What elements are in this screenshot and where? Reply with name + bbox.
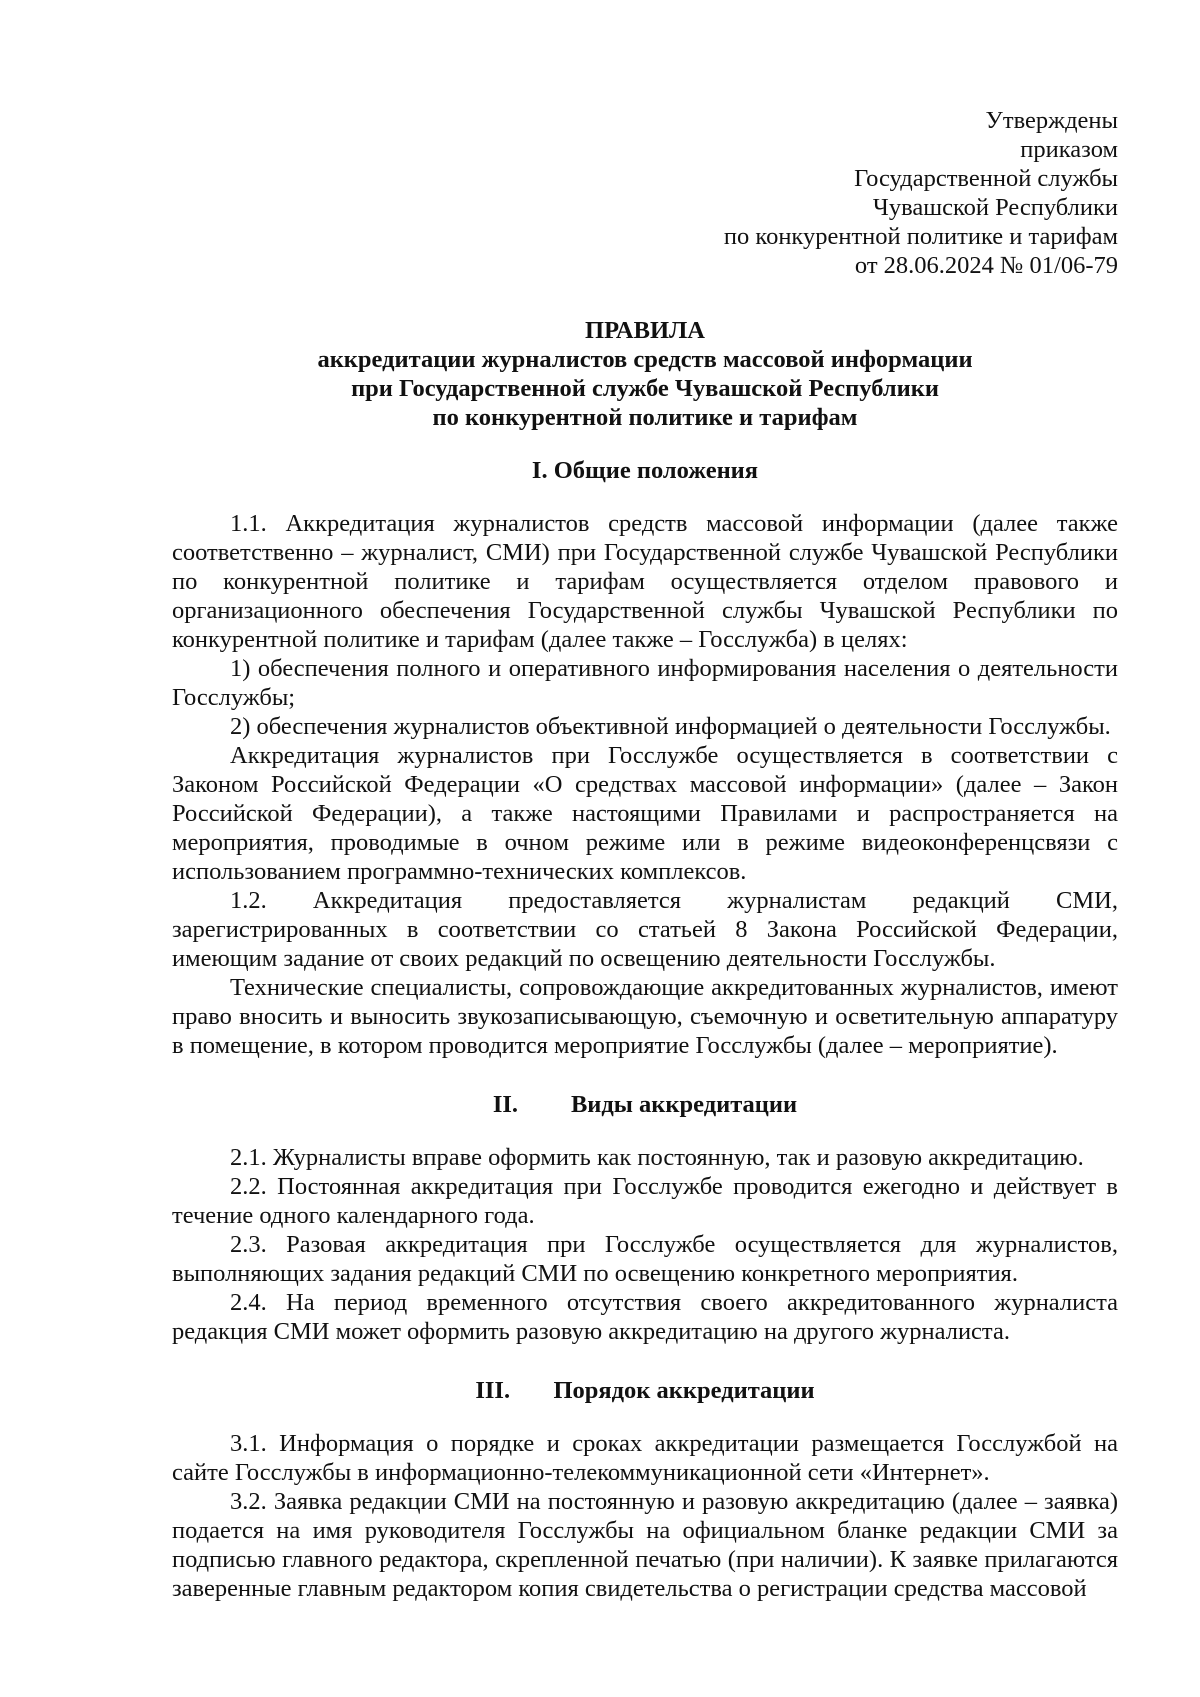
section-heading-2 [172, 1090, 1118, 1119]
paragraph: 1.2. Аккредитация предоставляется журналистам редакций СМИ, зарегистрированных в соответствии со статьей 8 Закона Российской Федерации, имеющим задание от своих редакций по освещению деятельности Госслужбы. [172, 887, 1118, 972]
document-title [172, 316, 1118, 432]
section-title: Общие положения [553, 457, 759, 484]
approval-stamp [172, 106, 1118, 280]
section-number: I. [531, 457, 548, 484]
paragraph: Аккредитация журналистов при Госслужбе осуществляется в соответствии с Законом Российской Федерации «О средствах массовой информации» (далее – Закон Российской Федерации), а также настоящими Правилами и распространяется на мероприятия, проводимые в очном режиме или в режиме видеоконференцсвязи с использованием программно-технических комплексов. [172, 742, 1118, 885]
section-heading-1 [172, 456, 1118, 485]
paragraph: 2.2. Постоянная аккредитация при Госслужбе проводится ежегодно и действует в течение одного календарного года. [172, 1173, 1118, 1229]
section-body-1 [172, 509, 1118, 1060]
paragraph: 2.1. Журналисты вправе оформить как постоянную, так и разовую аккредитацию. [230, 1144, 1084, 1171]
section-title: Виды аккредитации [570, 1091, 798, 1118]
paragraph: 2.3. Разовая аккредитация при Госслужбе осуществляется для журналистов, выполняющих задания редакций СМИ по освещению конкретного мероприятия. [172, 1231, 1118, 1287]
approval-line: Государственной службы [854, 165, 1118, 192]
document-page [172, 106, 1118, 1633]
section-title: Порядок аккредитации [553, 1377, 815, 1404]
paragraph: Технические специалисты, сопровождающие аккредитованных журналистов, имеют право вносить и выносить звукозаписывающую, съемочную и осветительную аппаратуру в помещение, в котором проводится мероприятие Госслужбы (далее – мероприятие). [172, 974, 1118, 1059]
title-line: при Государственной службе Чувашской Республики [351, 375, 939, 402]
section-number: II. [492, 1091, 519, 1118]
section-body-2 [172, 1143, 1118, 1346]
section-heading-3 [172, 1376, 1118, 1405]
paragraph: 1.1. Аккредитация журналистов средств массовой информации (далее также соответственно – журналист, СМИ) при Государственной службе Чувашской Республики по конкурентной политике и тарифам осуществляется отделом правового и организационного обеспечения Государственной службы Чувашской Республики по конкурентной политике и тарифам (далее также – Госслужба) в целях: [172, 510, 1118, 653]
title-line: аккредитации журналистов средств массовой информации [317, 346, 973, 373]
approval-line: приказом [1020, 136, 1118, 163]
paragraph: 1) обеспечения полного и оперативного информирования населения о деятельности Госслужбы; [172, 655, 1118, 711]
title-line: по конкурентной политике и тарифам [432, 404, 858, 431]
approval-line: Утверждены [985, 107, 1118, 134]
paragraph: 3.2. Заявка редакции СМИ на постоянную и разовую аккредитацию (далее – заявка) подается на имя руководителя Госслужбы на официальном бланке редакции СМИ за подписью главного редактора, скрепленной печатью (при наличии). К заявке прилагаются заверенные главным редактором копия свидетельства о регистрации средства массовой [172, 1488, 1118, 1602]
approval-line: Чувашской Республики [872, 194, 1118, 221]
title-heading: ПРАВИЛА [585, 317, 705, 344]
approval-line: по конкурентной политике и тарифам [723, 223, 1118, 250]
section-number: III. [475, 1377, 511, 1404]
paragraph: 3.1. Информация о порядке и сроках аккредитации размещается Госслужбой на сайте Госслужбы в информационно-телекоммуникационной сети «Интернет». [172, 1430, 1118, 1486]
approval-line: от 28.06.2024 № 01/06-79 [854, 252, 1118, 279]
section-body-3 [172, 1429, 1118, 1603]
paragraph: 2.4. На период временного отсутствия своего аккредитованного журналиста редакция СМИ может оформить разовую аккредитацию на другого журналиста. [172, 1289, 1118, 1345]
paragraph: 2) обеспечения журналистов объективной информацией о деятельности Госслужбы. [230, 713, 1111, 740]
